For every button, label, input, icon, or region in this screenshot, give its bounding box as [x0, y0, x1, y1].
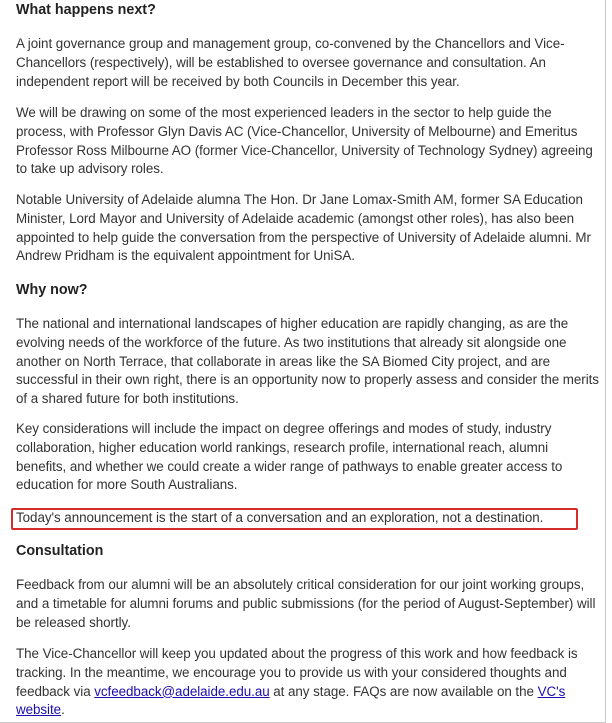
highlight-box	[11, 508, 578, 530]
email-link[interactable]: vcfeedback@adelaide.edu.au	[94, 683, 270, 699]
paragraph-alumni-appointment: Notable University of Adelaide alumna The Hon. Dr Jane Lomax-Smith AM, former SA Education Minister, Lord Mayor and University of Adelaide academic (amongst other roles), has also been appointed to help guide the conversation from the perspective of University of Adelaide alumni. Mr Andrew Pridham is the equivalent appointment for UniSA.	[16, 192, 591, 264]
heading-why-now: Why now?	[16, 282, 88, 298]
paragraph-advisory-leaders: We will be drawing on some of the most experienced leaders in the sector to help guide the process, with Professor Glyn Davis AC (Vice-Chancellor, University of Melbourne) and Emeritus Professor Ross Milbourne AO (former Vice-Chancellor, University of Technology Sydney) agreeing to take up advisory roles.	[16, 105, 593, 177]
paragraph-alumni-feedback: Feedback from our alumni will be an absolutely critical consideration for our joint working groups, and a timetable for alumni forums and public submissions (for the period of August-September) will be released shortly.	[16, 577, 596, 630]
vc-website-link[interactable]: VC's website	[16, 683, 566, 718]
heading-what-happens-next: What happens next?	[16, 2, 156, 18]
vc-updates-text-3: .	[61, 702, 65, 718]
vc-updates-text-2: at any stage. FAQs are now available on the	[269, 683, 538, 699]
highlighted-statement: Today's announcement is the start of a conversation and an exploration, not a destination.	[16, 510, 544, 525]
paragraph-key-considerations: Key considerations will include the impact on degree offerings and modes of study, industry collaboration, higher education world rankings, research profile, international reach, alumni benefits, and whether we could create a wider range of pathways to enable greater access to education for more South Australians.	[16, 421, 563, 493]
paragraph-landscape: The national and international landscapes of higher education are rapidly changing, as are the evolving needs of the workforce of the future. As two institutions that already sit alongside one another on North Terrace, that collaborate in areas like the SA Biomed City project, and are successful in their own right, there is an opportunity now to properly assess and consider the merits of a shared future for both institutions.	[16, 316, 599, 407]
heading-consultation: Consultation	[16, 543, 104, 559]
vc-updates-text-1: The Vice-Chancellor will keep you updated about the progress of this work and how feedback is tracking. In the meantime, we encourage you to provide us with your considered thoughts and feedback via	[16, 646, 578, 699]
paragraph-governance: A joint governance group and management group, co-convened by the Chancellors and Vice-Chancellors (respectively), will be established to oversee governance and consultation. An independent report will be received by both Councils in December this year.	[16, 36, 565, 89]
paragraph-vc-updates	[16, 645, 600, 720]
